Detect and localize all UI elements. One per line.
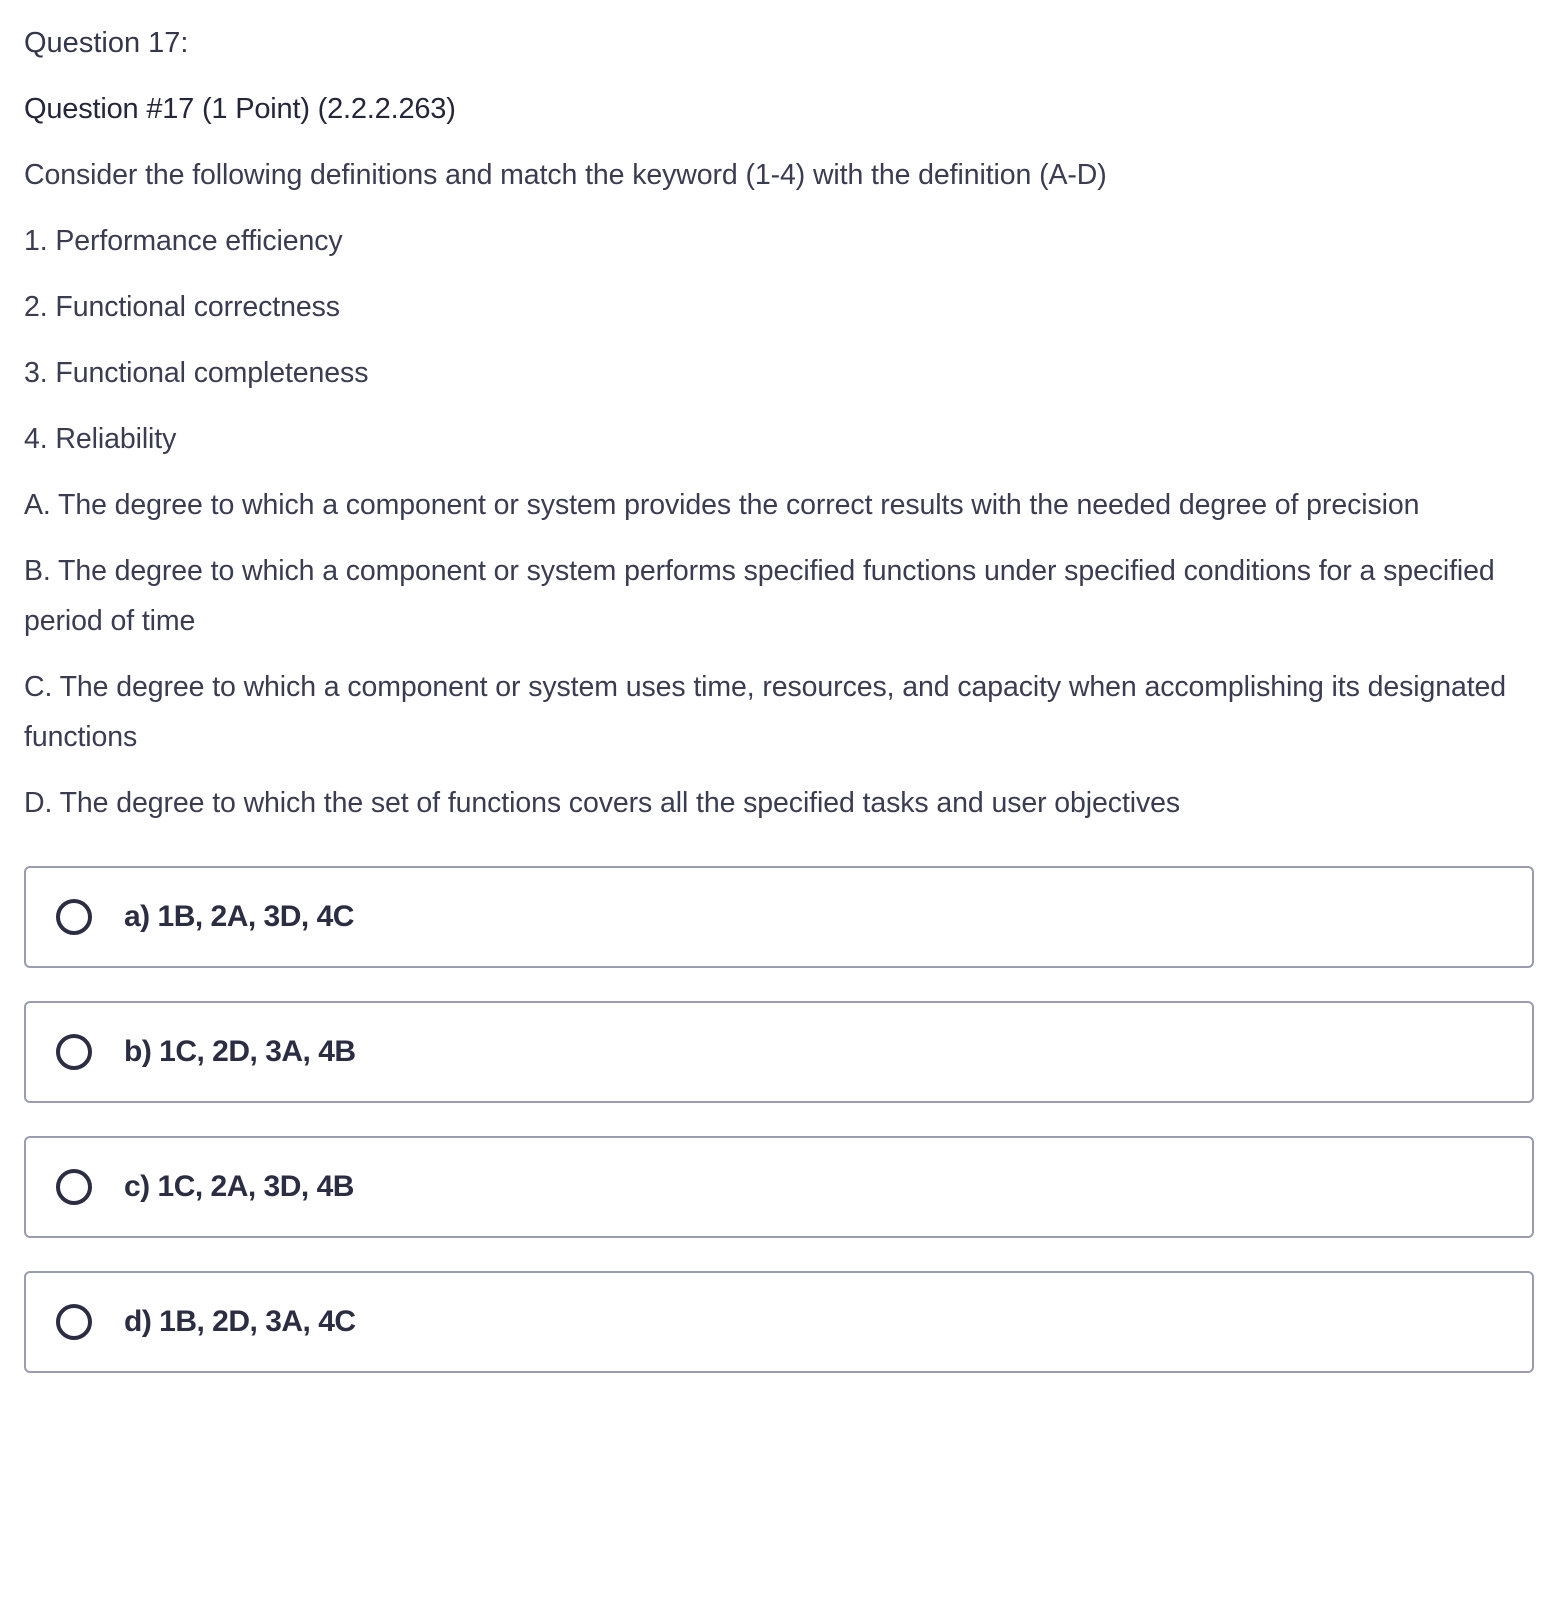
answer-option-b[interactable] [24, 1001, 1534, 1103]
keyword-2: 2. Functional correctness [24, 291, 340, 323]
radio-button-icon[interactable] [56, 899, 92, 935]
keyword-4: 4. Reliability [24, 423, 177, 455]
question-container [0, 26, 1568, 1373]
definition-d: D. The degree to which the set of functions covers all the specified tasks and user objectives [24, 787, 1181, 819]
radio-button-icon[interactable] [56, 1169, 92, 1205]
definition-a: A. The degree to which a component or system provides the correct results with the needed degree of precision [24, 489, 1420, 521]
radio-button-icon[interactable] [56, 1034, 92, 1070]
question-number-header: Question 17: [24, 27, 189, 59]
keyword-3: 3. Functional completeness [24, 357, 369, 389]
question-prompt: Consider the following definitions and match the keyword (1-4) with the definition (A-D) [24, 159, 1107, 191]
answer-options [24, 866, 1534, 1373]
answer-option-d[interactable] [24, 1271, 1534, 1373]
answer-option-label: c) 1C, 2A, 3D, 4B [124, 1170, 354, 1203]
radio-button-icon[interactable] [56, 1304, 92, 1340]
answer-option-label: b) 1C, 2D, 3A, 4B [124, 1035, 356, 1068]
answer-option-c[interactable] [24, 1136, 1534, 1238]
answer-option-a[interactable] [24, 866, 1534, 968]
definition-c: C. The degree to which a component or system uses time, resources, and capacity when accomplishing its designated functions [24, 671, 1507, 753]
definition-b: B. The degree to which a component or system performs specified functions under specified conditions for a specified period of time [24, 555, 1495, 637]
keyword-1: 1. Performance efficiency [24, 225, 343, 257]
question-title: Question #17 (1 Point) (2.2.2.263) [24, 93, 456, 125]
answer-option-label: a) 1B, 2A, 3D, 4C [124, 900, 354, 933]
answer-option-label: d) 1B, 2D, 3A, 4C [124, 1305, 356, 1338]
